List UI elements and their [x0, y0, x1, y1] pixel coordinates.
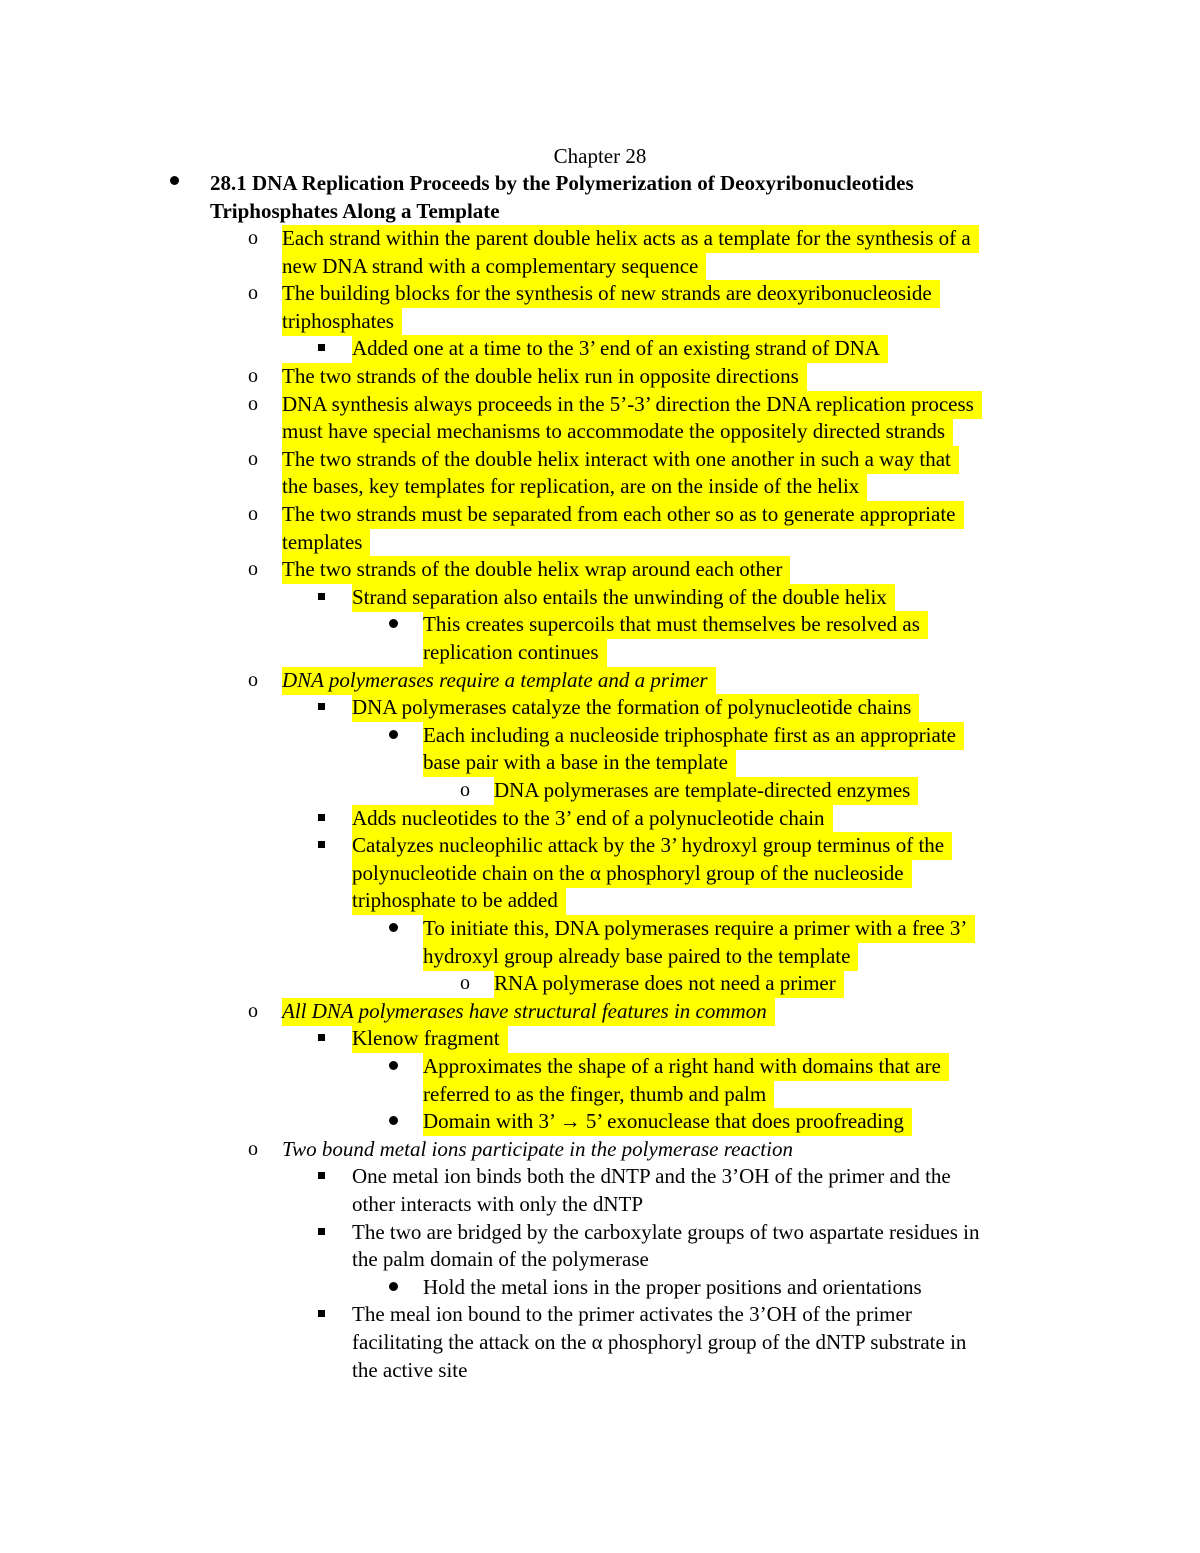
outline-item-line [282, 224, 979, 252]
outline-item-text: the palm domain of the polymerase [352, 1247, 649, 1272]
outline-item-line [423, 914, 975, 942]
outline-item-text: the active site [352, 1357, 468, 1382]
square-bullet-shape [318, 593, 325, 600]
square-bullet-shape [318, 703, 325, 710]
outline-item-text: Strand separation also entails the unwinding of the double helix [352, 584, 895, 612]
outline-item-text: base pair with a base in the template [423, 749, 736, 777]
outline-item-line [352, 804, 833, 832]
outline-item-text: The two strands of the double helix run in opposite directions [282, 363, 807, 391]
outline-item-line [352, 1300, 920, 1328]
outline-item-line [423, 610, 928, 638]
outline-item-line [352, 1162, 959, 1190]
outline-item-text: This creates supercoils that must themselves be resolved as [423, 611, 928, 639]
dot-bullet-shape [389, 1061, 398, 1070]
outline-item-text: The two strands of the double helix wrap around each other [282, 556, 790, 584]
outline-item-text: One metal ion binds both the dNTP and the 3’OH of the primer and the [352, 1164, 951, 1189]
section-heading-line: Triphosphates Along a Template [210, 198, 500, 223]
outline-item-line [282, 390, 982, 418]
outline-item-line [282, 1135, 801, 1163]
outline-item-line [352, 859, 912, 887]
circle-bullet-icon: o [460, 972, 470, 995]
outline-item-line [352, 583, 895, 611]
outline-item-text: Catalyzes nucleophilic attack by the 3’ hydroxyl group terminus of the [352, 832, 952, 860]
outline-item-text: triphosphates [282, 308, 402, 336]
outline-item-text: other interacts with only the dNTP [352, 1192, 644, 1216]
dot-bullet-shape [389, 619, 398, 628]
outline-item-line [423, 1080, 774, 1108]
square-bullet-shape [318, 814, 325, 821]
circle-bullet-icon: o [248, 999, 258, 1022]
circle-bullet-icon: o [248, 1137, 258, 1160]
outline-item-text: The two strands of the double helix interact with one another in such a way that [282, 446, 959, 474]
outline-item-line [352, 693, 919, 721]
outline-item-text: triphosphate to be added [352, 887, 566, 915]
outline-item-line [352, 831, 952, 859]
outline-item-text: The two are bridged by the carboxylate groups of two aspartate residues in [352, 1219, 980, 1244]
outline-item-line [352, 1190, 651, 1218]
outline-item-line [282, 417, 953, 445]
outline-item-text: The two strands must be separated from each other so as to generate appropriate [282, 501, 964, 529]
dot-bullet-shape [389, 923, 398, 932]
circle-bullet-icon: o [248, 392, 258, 415]
outline-item-line [423, 748, 736, 776]
outline-item-text: referred to as the finger, thumb and palm [423, 1081, 774, 1109]
heading-bullet-icon [170, 176, 179, 185]
outline-item-text: hydroxyl group already base paired to the template [423, 943, 858, 971]
outline-item-line [282, 362, 807, 390]
outline-item-text: Each including a nucleoside triphosphate first as an appropriate [423, 722, 964, 750]
outline-item-text: DNA polymerases require a template and a primer [282, 667, 716, 695]
outline-item-line [282, 252, 706, 280]
outline-item-text: Added one at a time to the 3’ end of an existing strand of DNA [352, 335, 888, 363]
circle-bullet-icon: o [248, 365, 258, 387]
outline-item-text: Domain with 3’ → 5’ exonuclease that does proofreading [423, 1108, 912, 1136]
square-bullet-shape [318, 841, 325, 848]
outline-item-line [352, 1218, 987, 1246]
circle-bullet-icon: o [248, 227, 258, 249]
outline-item-text: facilitating the attack on the α phosphoryl group of the dNTP substrate in [352, 1330, 967, 1354]
outline-item-text: polynucleotide chain on the α phosphoryl group of the nucleoside [352, 860, 912, 888]
outline-item-text: Hold the metal ions in the proper positions and orientations [423, 1274, 922, 1299]
outline-item-line [282, 555, 790, 583]
outline-item-line [423, 1107, 912, 1135]
outline-item-line [352, 334, 888, 362]
outline-item-line [352, 886, 566, 914]
outline-item-line [352, 1024, 508, 1052]
outline-item-line [282, 666, 716, 694]
outline-item-text: templates [282, 529, 370, 557]
outline-item-line [423, 942, 858, 970]
outline-item-line [423, 721, 964, 749]
outline-item-text: Adds nucleotides to the 3’ end of a polynucleotide chain [352, 805, 833, 833]
outline-item-text: Each strand within the parent double helix acts as a template for the synthesis of a [282, 225, 979, 253]
outline-item-text: To initiate this, DNA polymerases require a primer with a free 3’ [423, 915, 975, 943]
outline-item-line [282, 997, 775, 1025]
outline-item-text: The building blocks for the synthesis of new strands are deoxyribonucleoside [282, 280, 940, 308]
outline-item-text: DNA polymerases are template-directed enzymes [494, 777, 918, 805]
outline-item-line [282, 445, 959, 473]
outline-item-line [423, 638, 607, 666]
outline-item-line [282, 279, 940, 307]
outline-item-line [282, 472, 867, 500]
outline-item-text: RNA polymerase does not need a primer [494, 970, 844, 998]
circle-bullet-icon: o [248, 668, 258, 691]
page-title: Chapter 28 [553, 144, 647, 168]
outline-item-text: DNA synthesis always proceeds in the 5’-3’ direction the DNA replication process [282, 391, 982, 419]
dot-bullet-shape [389, 730, 398, 739]
outline-item-line [282, 500, 964, 528]
outline-item-text: Two bound metal ions participate in the polymerase reaction [282, 1136, 793, 1161]
square-bullet-shape [318, 344, 325, 351]
outline-item-line [282, 307, 402, 335]
circle-bullet-icon: o [248, 503, 258, 525]
outline-item-line [494, 969, 844, 997]
dot-bullet-shape [389, 1116, 398, 1125]
outline-item-text: DNA polymerases catalyze the formation of polynucleotide chains [352, 694, 919, 722]
outline-item-text: The meal ion bound to the primer activates the 3’OH of the primer [352, 1302, 912, 1327]
outline-item-line [352, 1328, 974, 1356]
square-bullet-shape [318, 1310, 325, 1317]
section-heading-line: 28.1 DNA Replication Proceeds by the Polymerization of Deoxyribonucleotides [210, 171, 914, 195]
square-bullet-shape [318, 1172, 325, 1179]
square-bullet-shape [318, 1034, 325, 1041]
section-heading [210, 170, 1070, 225]
outline-item-text: new DNA strand with a complementary sequence [282, 253, 706, 281]
outline-item-text: replication continues [423, 639, 607, 667]
circle-bullet-icon: o [248, 447, 258, 470]
dot-bullet-shape [389, 1282, 398, 1291]
circle-bullet-icon: o [248, 558, 258, 581]
outline-item-line [423, 1273, 930, 1301]
outline-item-line [352, 1356, 475, 1384]
circle-bullet-icon: o [248, 282, 258, 305]
outline-item-text: must have special mechanisms to accommodate the oppositely directed strands [282, 418, 953, 446]
outline-item-text: Klenow fragment [352, 1025, 508, 1053]
circle-bullet-icon: o [460, 779, 470, 801]
outline-item-line [282, 528, 370, 556]
outline-item-text: the bases, key templates for replication, are on the inside of the helix [282, 473, 867, 501]
square-bullet-shape [318, 1228, 325, 1235]
outline-item-text: All DNA polymerases have structural features in common [282, 998, 775, 1026]
outline-item-text: Approximates the shape of a right hand with domains that are [423, 1053, 949, 1081]
outline-item-line [423, 1052, 949, 1080]
outline-item-line [494, 776, 918, 804]
outline-item-line [352, 1245, 657, 1273]
